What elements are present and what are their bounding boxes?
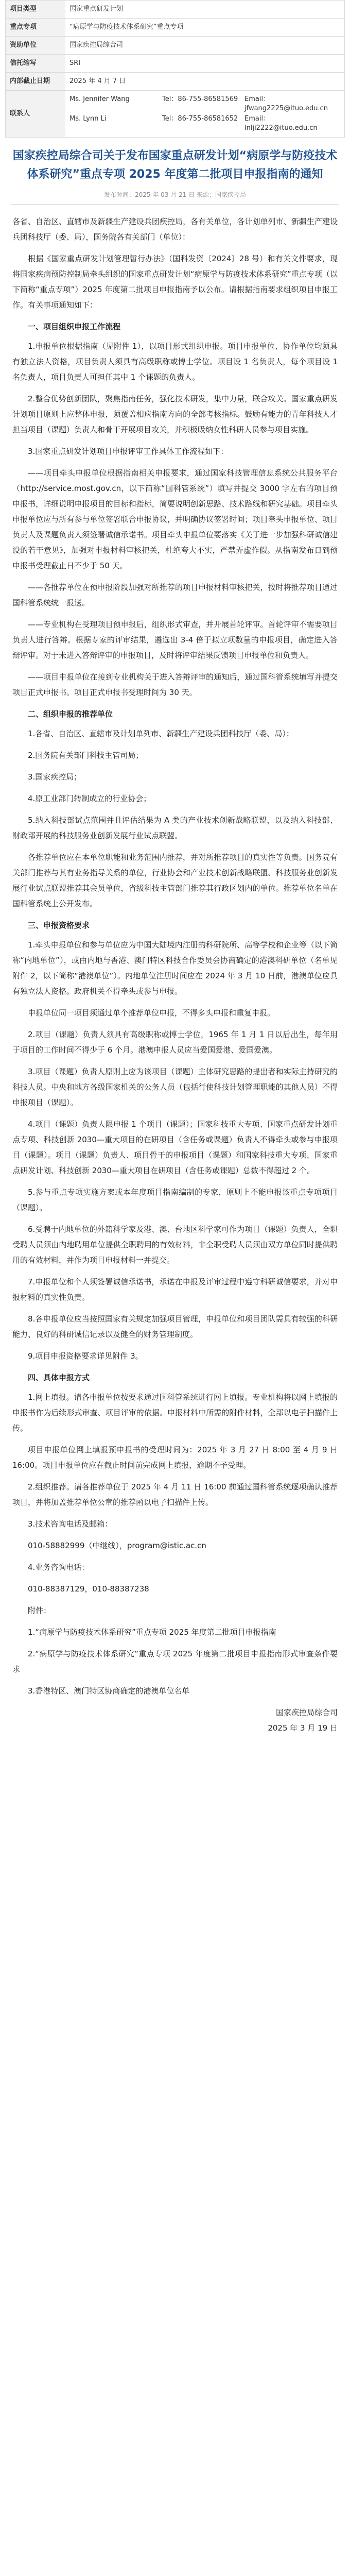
info-value: “病原学与防疫技术体系研究”重点专项	[65, 19, 345, 37]
body-paragraph: 2.整合优势创新团队，聚焦指南任务，强化技术研发，集中力量，联合攻关。国家重点研发计划项目原则上应整体申报，须覆盖相应指南方向的全部考核指标。鼓励有能力的青年科技人才担当项目（课题）负责人和骨干开展项目攻关，并积极吸纳女性科研人员参与项目实施。	[12, 394, 338, 434]
body-paragraph: 3.国家疾控局；	[28, 772, 82, 782]
info-value: 国家疾控局综合司	[65, 37, 345, 55]
project-info-table	[5, 0, 345, 138]
body-paragraph: 各省、自治区、直辖市及新疆生产建设兵团疾控局，各有关单位，各计划单列市、新疆生产建设兵团科技厅（委、局），国务院各有关部门（单位）：	[12, 217, 338, 242]
body-paragraph: 8.各申报单位应当按照国家有关规定加强项目管理，申报单位和项目团队需具有较强的科研能力、良好的科研诚信记录以及健全的财务管理制度。	[12, 1314, 338, 1339]
info-key: 资助单位	[6, 37, 66, 55]
divider	[11, 204, 339, 205]
info-row-agency	[6, 37, 345, 55]
body-paragraph: 1.牵头申报单位和参与单位应为中国大陆境内注册的科研院所、高等学校和企业等（以下简称“内地单位”），或由内地与香港、澳门特区科技合作委员会协商确定的港澳科研单位（名单见附件 2，以下简称“港澳单位”）。内地单位注册时间应在 2024 年 3 月 10 日前，港澳单位应具有独立法人资格。政府机关不得牵头或参与申报。	[12, 940, 338, 996]
body-paragraph: ——项目申报单位在接到专业机构关于进入答辩评审的通知后，通过国科管系统填写并提交项目正式申报书。项目正式申报书受理时间为 30 天。	[12, 672, 338, 697]
body-paragraph: 2.国务院有关部门科技主管司局；	[28, 751, 144, 760]
contact-name: Ms. Jennifer Wang	[69, 95, 130, 103]
body-paragraph: 3.技术咨询电话及邮箱：	[28, 1519, 113, 1529]
body-paragraph: 6.受聘于内地单位的外籍科学家及港、澳、台地区科学家可作为项目（课题）负责人，全职受聘人员须由内地聘用单位提供全职聘用的有效材料，非全职受聘人员须由双方单位同时提供聘用的有效材料，并作为项目申报材料一并提交。	[12, 1225, 338, 1265]
body-paragraph: 1.“病原学与防疫技术体系研究”重点专项 2025 年度第二批项目申报指南	[28, 1628, 276, 1637]
info-value: 2025 年 4 月 7 日	[65, 73, 345, 91]
body-paragraph: 5.参与重点专项实施方案或本年度项目指南编制的专家，原则上不能申报该重点专项项目（课题）。	[12, 1188, 338, 1212]
info-row-contacts	[6, 91, 345, 138]
body-paragraph: 4.原工业部门转制成立的行业协会；	[28, 794, 151, 803]
info-value: 国家重点研发计划	[65, 1, 345, 19]
body-paragraph: 1.申报单位根据指南（见附件 1），以项目形式组织申报。项目申报单位、协作单位均须具有独立法人资格，项目负责人须具有高级职称或博士学位。项目设 1 名负责人，每个项目设 1 名负责人，项目负责人可担任其中 1 个课题的负责人。	[12, 342, 338, 382]
contact-tel: Tel：86-755-86581652	[162, 115, 238, 123]
contact-list	[69, 95, 340, 133]
article-meta: 发布时间：2025 年 03 月 21 日 来源：国家疾控局	[104, 191, 246, 198]
info-key: 重点专项	[6, 19, 66, 37]
body-paragraph: 010-88387129，010-88387238	[28, 1584, 149, 1594]
signature-line: 国家疾控局综合司	[275, 1708, 338, 1717]
info-row-acronym	[6, 55, 345, 73]
body-paragraph: ——各推荐单位在预申报阶段加强对所推荐的项目申报材料审核把关，按时将推荐项目通过国科管系统统一报送。	[12, 583, 338, 607]
body-paragraph: 1.各省、自治区、直辖市及计划单列市、新疆生产建设兵团科技厅（委、局）；	[28, 729, 294, 738]
info-key: 项目类型	[6, 1, 66, 19]
body-paragraph: 2.“病原学与防疫技术体系研究”重点专项 2025 年度第二批项目申报指南形式审查条件要求	[12, 1649, 338, 1674]
body-paragraph: 1.网上填报。请各申报单位按要求通过国科管系统进行网上填报。专业机构将以网上填报的申报书作为后续形式审查、项目评审的依据。申报材料中所需的附件材料，全部以电子扫描件上传。	[12, 1393, 338, 1433]
body-paragraph: 2.项目（课题）负责人须具有高级职称或博士学位，1965 年 1 月 1 日以后出生，每年用于项目的工作时间不得少于 6 个月。港澳申报人员应当爱国爱港、爱国爱澳。	[12, 1030, 338, 1055]
contact-name: Ms. Lynn Li	[69, 115, 107, 123]
info-row-deadline	[6, 73, 345, 91]
body-paragraph: 3.香港特区、澳门特区协商确定的港澳单位名单	[28, 1686, 190, 1696]
body-paragraph: 2.组织推荐。请各推荐单位于 2025 年 4 月 11 日 16:00 前通过国科管系统逐项确认推荐项目，并将加盖推荐单位公章的推荐函以电子扫描件上传。	[12, 1482, 338, 1507]
info-value	[65, 91, 345, 138]
body-paragraph: 9.项目申报资格要求详见附件 3。	[28, 1351, 143, 1361]
body-paragraph: 010-58882999（中继线），program@istic.ac.cn	[28, 1541, 206, 1550]
body-paragraph: 4.项目（课题）负责人限申报 1 个项目（课题）；国家科技重大专项、国家重点研发计划重点专项、科技创新 2030—重大项目的在研项目（含任务或课题）负责人不得牵头或参与申报项目（课题）。项目（课题）负责人、项目骨干的申报项目（课题）和国家科技重大专项、国家重点研发计划、科技创新 2030—重大项目在研项目（含任务或课题）总数不得超过 2 个。	[12, 1120, 338, 1175]
signature-line: 2025 年 3 月 19 日	[268, 1723, 338, 1733]
body-paragraph: 5.纳入科技部试点范围并且评估结果为 A 类的产业技术创新战略联盟，以及纳入科技部、财政部开展的科技服务业创新发展行业试点联盟。	[12, 816, 338, 840]
section-heading: 一、项目组织申报工作流程	[28, 322, 121, 331]
body-paragraph: ——专业机构在受理项目预申报后，组织形式审查，并开展首轮评审。首轮评审不需要项目负责人进行答辩。根据专家的评审结果，遴选出 3-4 倍于拟立项数量的申报项目，确定进入答辩评审。对于未进入答辩评审的申报项目，及时将评审结果反馈项目申报单位和负责人。	[12, 620, 338, 660]
article-title: 国家疾控局综合司关于发布国家重点研发计划“病原学与防疫技术体系研究”重点专项 2025 年度第二批项目申报指南的通知	[12, 149, 338, 181]
contact-tel: Tel：86-755-86581569	[162, 95, 238, 103]
info-key: 联系人	[6, 91, 66, 138]
body-paragraph: 各推荐单位应在本单位职能和业务范围内推荐，并对所推荐项目的真实性等负责。国务院有关部门推荐与其有业务指导关系的单位，行业协会和产业技术创新战略联盟、科技服务业创新发展行业试点联盟推荐其会员单位，省级科技主管部门推荐其行政区划内的单位。推荐单位名单在国科管系统上公开发布。	[12, 853, 338, 908]
info-row-project-type	[6, 1, 345, 19]
info-value: SRI	[65, 55, 345, 73]
contact-email[interactable]: Email：lnlji2222@ituo.edu.cn	[244, 115, 318, 132]
contact-email[interactable]: Email：jfwang2225@ituo.edu.cn	[244, 95, 328, 112]
body-paragraph: 3.项目（课题）负责人原则上应为该项目（课题）主体研究思路的提出者和实际主持研究的科技人员。中央和地方各级国家机关的公务人员（包括行使科技计划管理职能的其他人员）不得申报项目（课题）。	[12, 1067, 338, 1107]
body-paragraph: 4.业务咨询电话：	[28, 1563, 90, 1572]
section-heading: 四、具体申报方式	[28, 1373, 90, 1382]
article-body	[12, 214, 338, 1736]
section-heading: 三、申报资格要求	[28, 921, 90, 930]
body-paragraph: 根据《国家重点研发计划管理暂行办法》（国科发资〔2024〕28 号）和有关文件要求，现将国家疾病预防控制局牵头组织的国家重点研发计划“病原学与防疫技术体系研究”重点专项（以下简称“重点专项”）2025 年度第二批项目申报指南予以公布。请根据指南要求组织项目申报工作。有关事项通知如下：	[12, 254, 338, 310]
section-heading: 二、组织申报的推荐单位	[28, 709, 113, 719]
body-paragraph: 3.国家重点研发计划项目申报评审工作具体工作流程如下：	[28, 447, 229, 456]
info-key: 信托缩写	[6, 55, 66, 73]
body-paragraph: 7.申报单位和个人须签署诚信承诺书，承诺在申报及评审过程中遵守科研诚信要求，并对申报材料的真实性负责。	[12, 1277, 338, 1302]
body-paragraph: 申报单位同一项目须通过单个推荐单位申报，不得多头申报和重复申报。	[28, 1008, 275, 1018]
body-paragraph: ——项目牵头申报单位根据指南相关申报要求，通过国家科技管理信息系统公共服务平台（http://service.most.gov.cn，以下简称“国科管系统”）填写并提交 3000 字左右的项目预申报书，详细说明申报项目的目标和指标，简要说明创新思路、技术路线和研究基础。项目牵头申报单位应与所有参与单位签署联合申报协议，并明确协议签署时间；项目牵头申报单位、项目负责人及课题负责人须签署诚信承诺书。项目牵头申报单位要落实《关于进一步加强科研诚信建设的若干意见》，加强对申报材料审核把关，杜绝夸大不实，严禁弄虚作假。从指南发布日到预申报书受理截止日不少于 50 天。	[12, 468, 338, 570]
body-paragraph: 项目申报单位网上填报预申报书的受理时间为：2025 年 3 月 27 日 8:00 至 4 月 9 日 16:00。项目申报单位应在截止时间前完成网上填报，逾期不予受理。	[12, 1445, 338, 1470]
info-key: 内部截止日期	[6, 73, 66, 91]
body-paragraph: 附件：	[28, 1606, 51, 1615]
info-row-special-project	[6, 19, 345, 37]
